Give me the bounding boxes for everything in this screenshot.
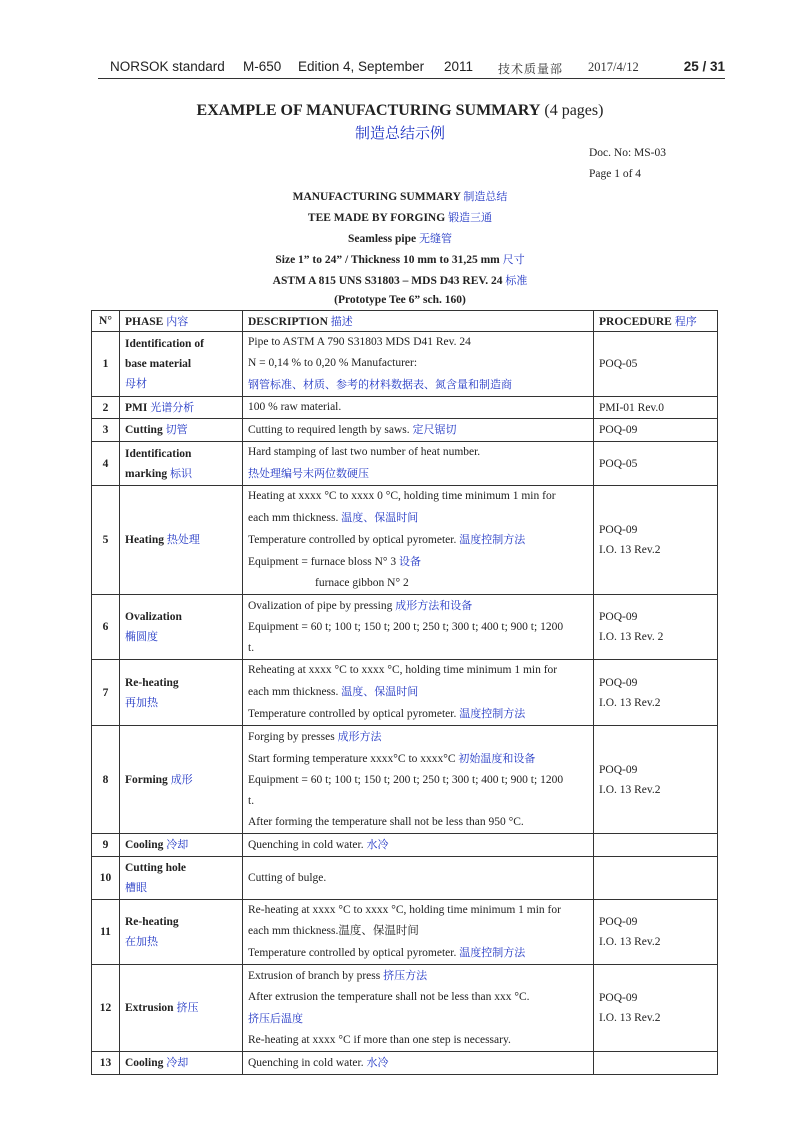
- cell-text: Identification of: [125, 338, 204, 350]
- cell-text: 挤压后温度: [248, 1012, 303, 1025]
- header-desc-cn: 描述: [330, 315, 353, 328]
- cell-line: [248, 374, 588, 396]
- row-phase: [120, 726, 243, 834]
- cell-text-cn: 温度控制方法: [459, 533, 526, 546]
- cell-text: 椭圆度: [125, 630, 158, 643]
- header-proc-cn: 程序: [674, 315, 697, 328]
- row-description: [243, 900, 594, 965]
- cell-line: [248, 900, 588, 921]
- cell-text: Cooling: [125, 839, 164, 851]
- cell-text-cn: 温度控制方法: [459, 946, 526, 959]
- procedure-code: I.O. 13 Rev. 2: [599, 631, 664, 643]
- header-phase-en: PHASE: [125, 316, 164, 328]
- cell-line: [248, 1030, 588, 1051]
- cell-text-cn: 切管: [165, 423, 188, 436]
- cell-line: [248, 419, 588, 441]
- cell-line: [248, 965, 588, 987]
- cell-text: Temperature controlled by optical pyrometer.: [248, 947, 457, 959]
- cell-line: [248, 332, 588, 353]
- row-number: 2: [92, 397, 120, 419]
- cell-text: Heating at xxxx °C to xxxx 0 °C, holding time minimum 1 min for: [248, 490, 556, 502]
- subtitle-line: [0, 251, 800, 267]
- row-number: 12: [92, 965, 120, 1052]
- row-phase: [120, 442, 243, 486]
- cell-line: [125, 607, 237, 627]
- cell-text: 在加热: [125, 935, 158, 948]
- cell-line: [248, 353, 588, 374]
- cell-text: N = 0,14 % to 0,20 % Manufacturer:: [248, 357, 418, 369]
- cell-text: Re-heating: [125, 676, 179, 689]
- row-procedure: [594, 486, 718, 595]
- table-row: [92, 419, 718, 442]
- cell-line: [248, 791, 588, 812]
- row-phase: [120, 1052, 243, 1075]
- row-phase: [120, 419, 243, 442]
- cell-text: Cutting: [125, 424, 163, 436]
- cell-text: t.: [248, 795, 255, 807]
- row-phase: [120, 965, 243, 1052]
- cell-text: 热处理编号末两位数硬压: [248, 467, 369, 480]
- cell-text-cn: 水冷: [366, 838, 389, 851]
- cell-text: base material: [125, 358, 192, 370]
- subtitle-en: ASTM A 815 UNS S31803 – MDS D43 REV. 24: [272, 275, 503, 287]
- row-number: 7: [92, 660, 120, 726]
- header-date: 2017/4/12: [588, 60, 639, 74]
- cell-text-cn: 挤压方法: [383, 969, 428, 982]
- page-title: [0, 102, 800, 120]
- cell-text: Identification: [125, 447, 192, 460]
- cell-line: [248, 551, 588, 573]
- row-number: 5: [92, 486, 120, 595]
- cell-text: Cutting of bulge.: [248, 871, 327, 884]
- cell-text: Hard stamping of last two number of heat number.: [248, 446, 481, 458]
- cell-line: [125, 398, 237, 418]
- row-description: [243, 965, 594, 1052]
- cell-line: [125, 464, 237, 484]
- table-row: [92, 486, 718, 595]
- cell-text: Cutting hole: [125, 862, 187, 874]
- procedure-code: I.O. 13 Rev.2: [599, 696, 661, 709]
- subtitle-en: Size 1” to 24” / Thickness 10 mm to 31,25 mm: [275, 254, 500, 266]
- doc-number: Doc. No: MS-03: [589, 147, 666, 159]
- table-row: [92, 726, 718, 834]
- row-number: 6: [92, 595, 120, 660]
- procedure-code: POQ-09: [599, 992, 638, 1004]
- cell-line: [248, 812, 588, 833]
- cell-text: Start forming temperature xxxx°C to xxxx°C: [248, 753, 456, 765]
- title-main: EXAMPLE OF MANUFACTURING SUMMARY: [196, 102, 541, 119]
- subtitle-cn: 锻造三通: [448, 211, 493, 224]
- cell-line: [248, 660, 588, 681]
- header-number: N°: [92, 311, 120, 332]
- row-phase: [120, 900, 243, 965]
- cell-text: each mm thickness.温度、保温时间: [248, 925, 419, 937]
- cell-text: 槽眼: [125, 881, 147, 894]
- cell-line: [248, 1052, 588, 1074]
- row-number: 8: [92, 726, 120, 834]
- cell-line: [125, 878, 237, 898]
- cell-line: [248, 681, 588, 703]
- cell-text: Reheating at xxxx °C to xxxx °C, holding time minimum 1 min for: [248, 664, 558, 676]
- header-year: 2011: [444, 59, 474, 74]
- procedure-code: POQ-09: [599, 676, 638, 689]
- procedure-code: I.O. 13 Rev.2: [599, 783, 661, 796]
- cell-line: [125, 693, 237, 713]
- table-row: [92, 595, 718, 660]
- cell-line: [248, 868, 588, 889]
- row-number: 11: [92, 900, 120, 965]
- cell-text: 再加热: [125, 695, 158, 709]
- cell-line: [248, 397, 588, 418]
- row-description: [243, 332, 594, 397]
- header-edition: Edition 4, September: [298, 59, 425, 74]
- cell-text: Equipment = furnace bloss N° 3: [248, 556, 397, 568]
- subtitle-line: [0, 293, 800, 306]
- table-row: [92, 660, 718, 726]
- cell-line: [248, 573, 588, 594]
- row-description: [243, 442, 594, 486]
- cell-text: Pipe to ASTM A 790 S31803 MDS D41 Rev. 24: [248, 336, 471, 348]
- cell-line: [125, 835, 237, 855]
- cell-text-cn: 温度、保温时间: [341, 685, 419, 698]
- cell-text: Ovalization: [125, 611, 182, 623]
- cell-text-cn: 光谱分析: [150, 400, 195, 414]
- row-procedure: [594, 595, 718, 660]
- cell-line: [125, 334, 237, 354]
- row-number: 13: [92, 1052, 120, 1075]
- cell-text: Equipment = 60 t; 100 t; 150 t; 200 t; 250 t; 300 t; 400 t; 900 t; 1200: [248, 621, 564, 633]
- row-procedure: [594, 660, 718, 726]
- cell-text-cn: 热处理: [166, 533, 200, 546]
- subtitle-cn: 标准: [505, 274, 528, 287]
- cell-text: Temperature controlled by optical pyrometer.: [248, 534, 457, 546]
- cell-line: [125, 530, 237, 550]
- cell-text: Quenching in cold water.: [248, 1057, 364, 1069]
- cell-text: Cutting to required length by saws.: [248, 424, 410, 436]
- row-description: [243, 726, 594, 834]
- cell-line: [248, 834, 588, 856]
- procedure-code: PMI-01 Rev.0: [599, 401, 665, 414]
- header-standard: NORSOK standard: [110, 59, 225, 74]
- row-description: [243, 397, 594, 419]
- row-description: [243, 486, 594, 595]
- row-procedure: [594, 834, 718, 857]
- cell-line: [248, 921, 588, 942]
- row-number: 1: [92, 332, 120, 397]
- cell-text: After forming the temperature shall not be less than 950 °C.: [248, 816, 524, 828]
- cell-line: [248, 638, 588, 659]
- cell-line: [248, 703, 588, 725]
- procedure-code: I.O. 13 Rev.2: [599, 936, 661, 948]
- cell-line: [248, 529, 588, 551]
- header-desc-en: DESCRIPTION: [248, 316, 328, 328]
- procedure-code: POQ-05: [599, 457, 638, 470]
- header-dept: 技术质量部: [498, 62, 564, 76]
- cell-line: [125, 627, 237, 647]
- subtitle-cn: 制造总结: [463, 190, 508, 203]
- cell-line: [125, 374, 237, 394]
- page-header: [98, 58, 725, 79]
- cell-text-cn: 初始温度和设备: [458, 752, 536, 765]
- row-phase: [120, 660, 243, 726]
- cell-line: [125, 932, 237, 952]
- row-number: 3: [92, 419, 120, 442]
- table-row: [92, 1052, 718, 1075]
- cell-line: [248, 442, 588, 463]
- cell-text: Quenching in cold water.: [248, 839, 364, 851]
- header-code: M-650: [243, 59, 282, 74]
- row-phase: [120, 486, 243, 595]
- cell-text: Temperature controlled by optical pyrometer.: [248, 708, 457, 720]
- cell-text: After extrusion the temperature shall not be less than xxx °C.: [248, 991, 530, 1003]
- cell-line: [248, 942, 588, 964]
- table-row: [92, 965, 718, 1052]
- cell-line: [125, 354, 237, 374]
- cell-text: Re-heating at xxxx °C if more than one step is necessary.: [248, 1034, 511, 1046]
- subtitle-cn: 无缝管: [418, 232, 452, 245]
- cell-text: each mm thickness.: [248, 686, 339, 698]
- subtitle-line: [0, 188, 800, 204]
- row-phase: [120, 332, 243, 397]
- cell-line: [248, 770, 588, 791]
- row-phase: [120, 397, 243, 419]
- doc-page: Page 1 of 4: [589, 168, 642, 180]
- table-header-row: [92, 311, 718, 332]
- row-number: 9: [92, 834, 120, 857]
- cell-text: Forming: [125, 773, 168, 786]
- page-title-cn: 制造总结示例: [354, 124, 445, 142]
- cell-text: furnace gibbon N° 2: [315, 577, 409, 589]
- procedure-code: I.O. 13 Rev.2: [599, 544, 661, 556]
- header-proc-en: PROCEDURE: [599, 316, 672, 328]
- subtitle-en: MANUFACTURING SUMMARY: [292, 191, 461, 203]
- subtitle-line: [0, 230, 800, 246]
- cell-text: Re-heating: [125, 916, 179, 928]
- cell-line: [125, 770, 237, 790]
- row-procedure: [594, 965, 718, 1052]
- cell-text-cn: 成形方法: [337, 730, 382, 743]
- cell-line: [125, 858, 237, 878]
- row-procedure: [594, 900, 718, 965]
- subtitle-line: [0, 272, 800, 288]
- title-pages: (4 pages): [544, 102, 604, 119]
- subtitle-en: TEE MADE BY FORGING: [307, 212, 446, 224]
- table-row: [92, 332, 718, 397]
- header-description: [243, 311, 594, 332]
- cell-text: PMI: [125, 401, 148, 414]
- subtitle-en: (Prototype Tee 6” sch. 160): [334, 294, 466, 306]
- procedure-code: POQ-05: [599, 358, 638, 370]
- cell-text-cn: 成形方法和设备: [395, 599, 473, 612]
- row-procedure: [594, 332, 718, 397]
- cell-text: Cooling: [125, 1057, 164, 1069]
- cell-text-cn: 冷却: [166, 838, 189, 851]
- cell-line: [125, 420, 237, 440]
- cell-line: [248, 595, 588, 617]
- cell-line: [125, 998, 237, 1018]
- cell-text: t.: [248, 642, 255, 654]
- cell-text-cn: 冷却: [166, 1056, 189, 1069]
- table-row: [92, 397, 718, 419]
- procedure-code: POQ-09: [599, 524, 638, 536]
- header-phase: [120, 311, 243, 332]
- header-procedure: [594, 311, 718, 332]
- row-procedure: [594, 419, 718, 442]
- cell-text-cn: 水冷: [366, 1056, 389, 1069]
- cell-text: each mm thickness.: [248, 512, 339, 524]
- row-number: 10: [92, 857, 120, 900]
- row-procedure: [594, 442, 718, 486]
- row-phase: [120, 857, 243, 900]
- cell-line: [248, 1008, 588, 1030]
- subtitle-cn: 尺寸: [502, 253, 525, 266]
- cell-line: [125, 444, 237, 464]
- row-description: [243, 419, 594, 442]
- cell-line: [248, 726, 588, 748]
- row-description: [243, 595, 594, 660]
- header-phase-cn: 内容: [166, 315, 189, 328]
- header-page-number: 25 / 31: [683, 59, 725, 74]
- cell-text: marking: [125, 467, 168, 480]
- cell-text: Extrusion: [125, 1002, 174, 1014]
- subtitle-line: [0, 209, 800, 225]
- cell-text: Extrusion of branch by press: [248, 970, 381, 982]
- cell-text-cn: 挤压: [176, 1001, 199, 1014]
- cell-text: Ovalization of pipe by pressing: [248, 600, 393, 612]
- cell-text-cn: 设备: [398, 555, 421, 568]
- cell-line: [248, 486, 588, 507]
- table-row: [92, 442, 718, 486]
- cell-text-cn: 温度控制方法: [459, 707, 526, 720]
- procedure-code: POQ-09: [599, 424, 638, 436]
- subtitle-en: Seamless pipe: [348, 233, 417, 245]
- row-description: [243, 834, 594, 857]
- row-description: [243, 660, 594, 726]
- procedure-code: POQ-09: [599, 763, 638, 776]
- cell-text-cn: 温度、保温时间: [341, 511, 419, 524]
- cell-text-cn: 成形: [170, 772, 193, 786]
- cell-text: 钢管标准、材质、参考的材料数据表、氮含量和制造商: [248, 378, 512, 391]
- procedure-code: POQ-09: [599, 611, 638, 623]
- row-description: [243, 1052, 594, 1075]
- cell-text: 母材: [125, 377, 147, 390]
- cell-text: Heating: [125, 534, 164, 546]
- table-row: [92, 857, 718, 900]
- row-number: 4: [92, 442, 120, 486]
- cell-line: [125, 673, 237, 693]
- cell-text-cn: 标识: [170, 466, 193, 480]
- manufacturing-summary-table: [91, 310, 718, 1075]
- procedure-code: POQ-09: [599, 916, 638, 928]
- cell-line: [125, 1053, 237, 1073]
- procedure-code: I.O. 13 Rev.2: [599, 1012, 661, 1024]
- cell-line: [248, 748, 588, 770]
- row-procedure: [594, 857, 718, 900]
- row-phase: [120, 834, 243, 857]
- row-description: [243, 857, 594, 900]
- cell-text: Re-heating at xxxx °C to xxxx °C, holding time minimum 1 min for: [248, 904, 561, 916]
- cell-line: [248, 987, 588, 1008]
- table-row: [92, 834, 718, 857]
- row-procedure: [594, 1052, 718, 1075]
- row-phase: [120, 595, 243, 660]
- row-procedure: [594, 726, 718, 834]
- cell-text: 100 % raw material.: [248, 401, 342, 413]
- cell-line: [248, 507, 588, 529]
- cell-text: Forging by presses: [248, 731, 335, 743]
- row-procedure: [594, 397, 718, 419]
- table-row: [92, 900, 718, 965]
- cell-text-cn: 定尺锯切: [412, 423, 457, 436]
- cell-line: [125, 912, 237, 932]
- cell-text: Equipment = 60 t; 100 t; 150 t; 200 t; 250 t; 300 t; 400 t; 900 t; 1200: [248, 774, 564, 786]
- cell-line: [248, 617, 588, 638]
- cell-line: [248, 463, 588, 485]
